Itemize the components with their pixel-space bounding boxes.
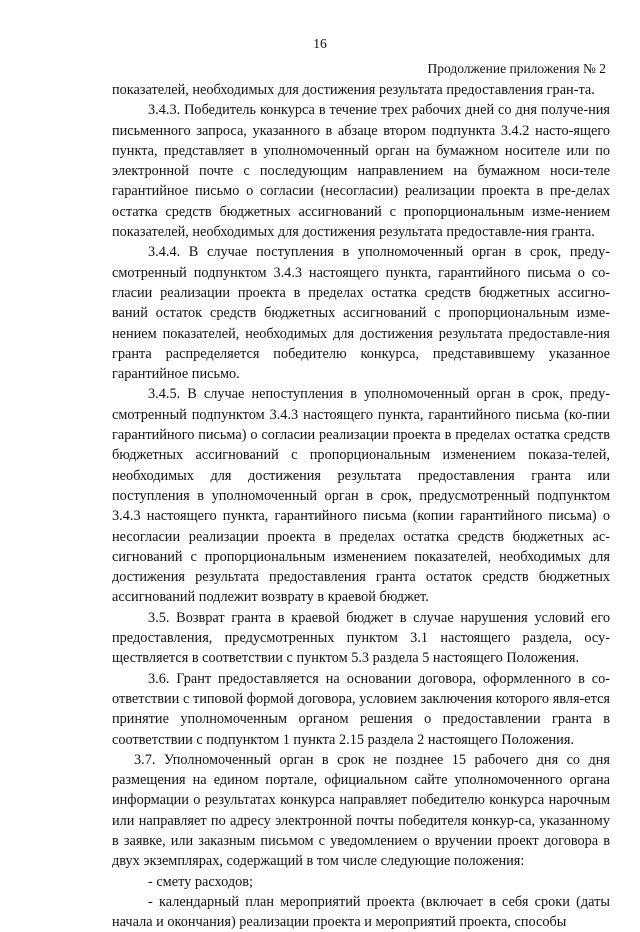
paragraph-3-4-4: 3.4.4. В случае поступления в уполномоченный орган в срок, преду-смотренный подпунктом 3.4.3 настоящего пункта, гарантийного письма о со-гласии реализации проекта в пределах остатка средств бюджетных ассигно-ваний остаток средств бюджетных ассигнований с пропорциональным изме-нением показателей, необходимых для достижения результата предоставле-ния гранта распределяется победителю конкурса, представившему указанное гарантийное письмо. xyxy=(112,244,610,383)
list-item-calendar-plan: - календарный план мероприятий проекта (включает в себя сроки (даты начала и окончания) реализации проекта и мероприятий проекта, способы xyxy=(112,893,610,931)
list-item-budget-estimate: - смету расходов; xyxy=(148,873,253,890)
paragraph-3-6: 3.6. Грант предоставляется на основании договора, оформленного в со-ответствии с типовой формой договора, условием заключения которого явля-ется принятие уполномоченным органом решения о предоставлении гранта в соответствии с подпунктом 1 пункта 2.15 раздела 2 настоящего Положения. xyxy=(112,670,610,748)
paragraph-3-4-3: 3.4.3. Победитель конкурса в течение трех рабочих дней со дня получе-ния письменного запроса, указанного в абзаце втором подпункта 3.4.2 насто-ящего пункта, представляет в уполномоченный орган на бумажном носителе или по электронной почте с последующим направлением на бумажном носи-теле гарантийное письмо о согласии (несогласии) реализации проекта в пре-делах остатка средств бюджетных ассигнований с пропорциональным изме-нением показателей, необходимых для достижения результата предоставле-ния гранта. xyxy=(112,102,610,241)
paragraph-3-4-5: 3.4.5. В случае непоступления в уполномоченный орган в срок, преду-смотренный подпунктом 3.4.3 настоящего пункта, гарантийного письма (ко-пии гарантийного письма) о согласии реализации проекта в пределах остатка средств бюджетных ассигнований с пропорциональным изменением показа-телей, необходимых для достижения результата предоставления гранта или поступления в уполномоченный орган в срок, предусмотренный подпунктом 3.4.3 настоящего пункта, гарантийного письма (копии гарантийного письма) о несогласии реализации проекта в пределах остатка средств бюджетных ас-сигнований с пропорциональным изменением показателей, необходимых для достижения результата предоставления гранта остаток средств бюджетных ассигнований подлежит возврату в краевой бюджет. xyxy=(112,386,610,606)
paragraph-continuation: показателей, необходимых для достижения результата предоставления гран-та. xyxy=(112,82,595,98)
paragraph-3-7: 3.7. Уполномоченный орган в срок не позднее 15 рабочего дня со дня размещения на едином портале, официальном сайте уполномоченного органа информации о результатах конкурса направляет победителю конкурса нарочным или направляет по адресу электронной почты победителя конкур-са, указанному в заявке, или заказным письмом с уведомлением о вручении проект договора в двух экземплярах, содержащий в том числе следующие положения: xyxy=(112,751,610,870)
document-body xyxy=(112,80,610,932)
appendix-continuation-note: Продолжение приложения № 2 xyxy=(427,61,606,76)
paragraph-3-5: 3.5. Возврат гранта в краевой бюджет в случае нарушения условий его предоставления, предусмотренных пунктом 3.1 настоящего раздела, осу-ществляется в соответствии с пунктом 5.3 раздела 5 настоящего Положения. xyxy=(112,609,610,667)
page-number: 16 xyxy=(313,36,327,51)
